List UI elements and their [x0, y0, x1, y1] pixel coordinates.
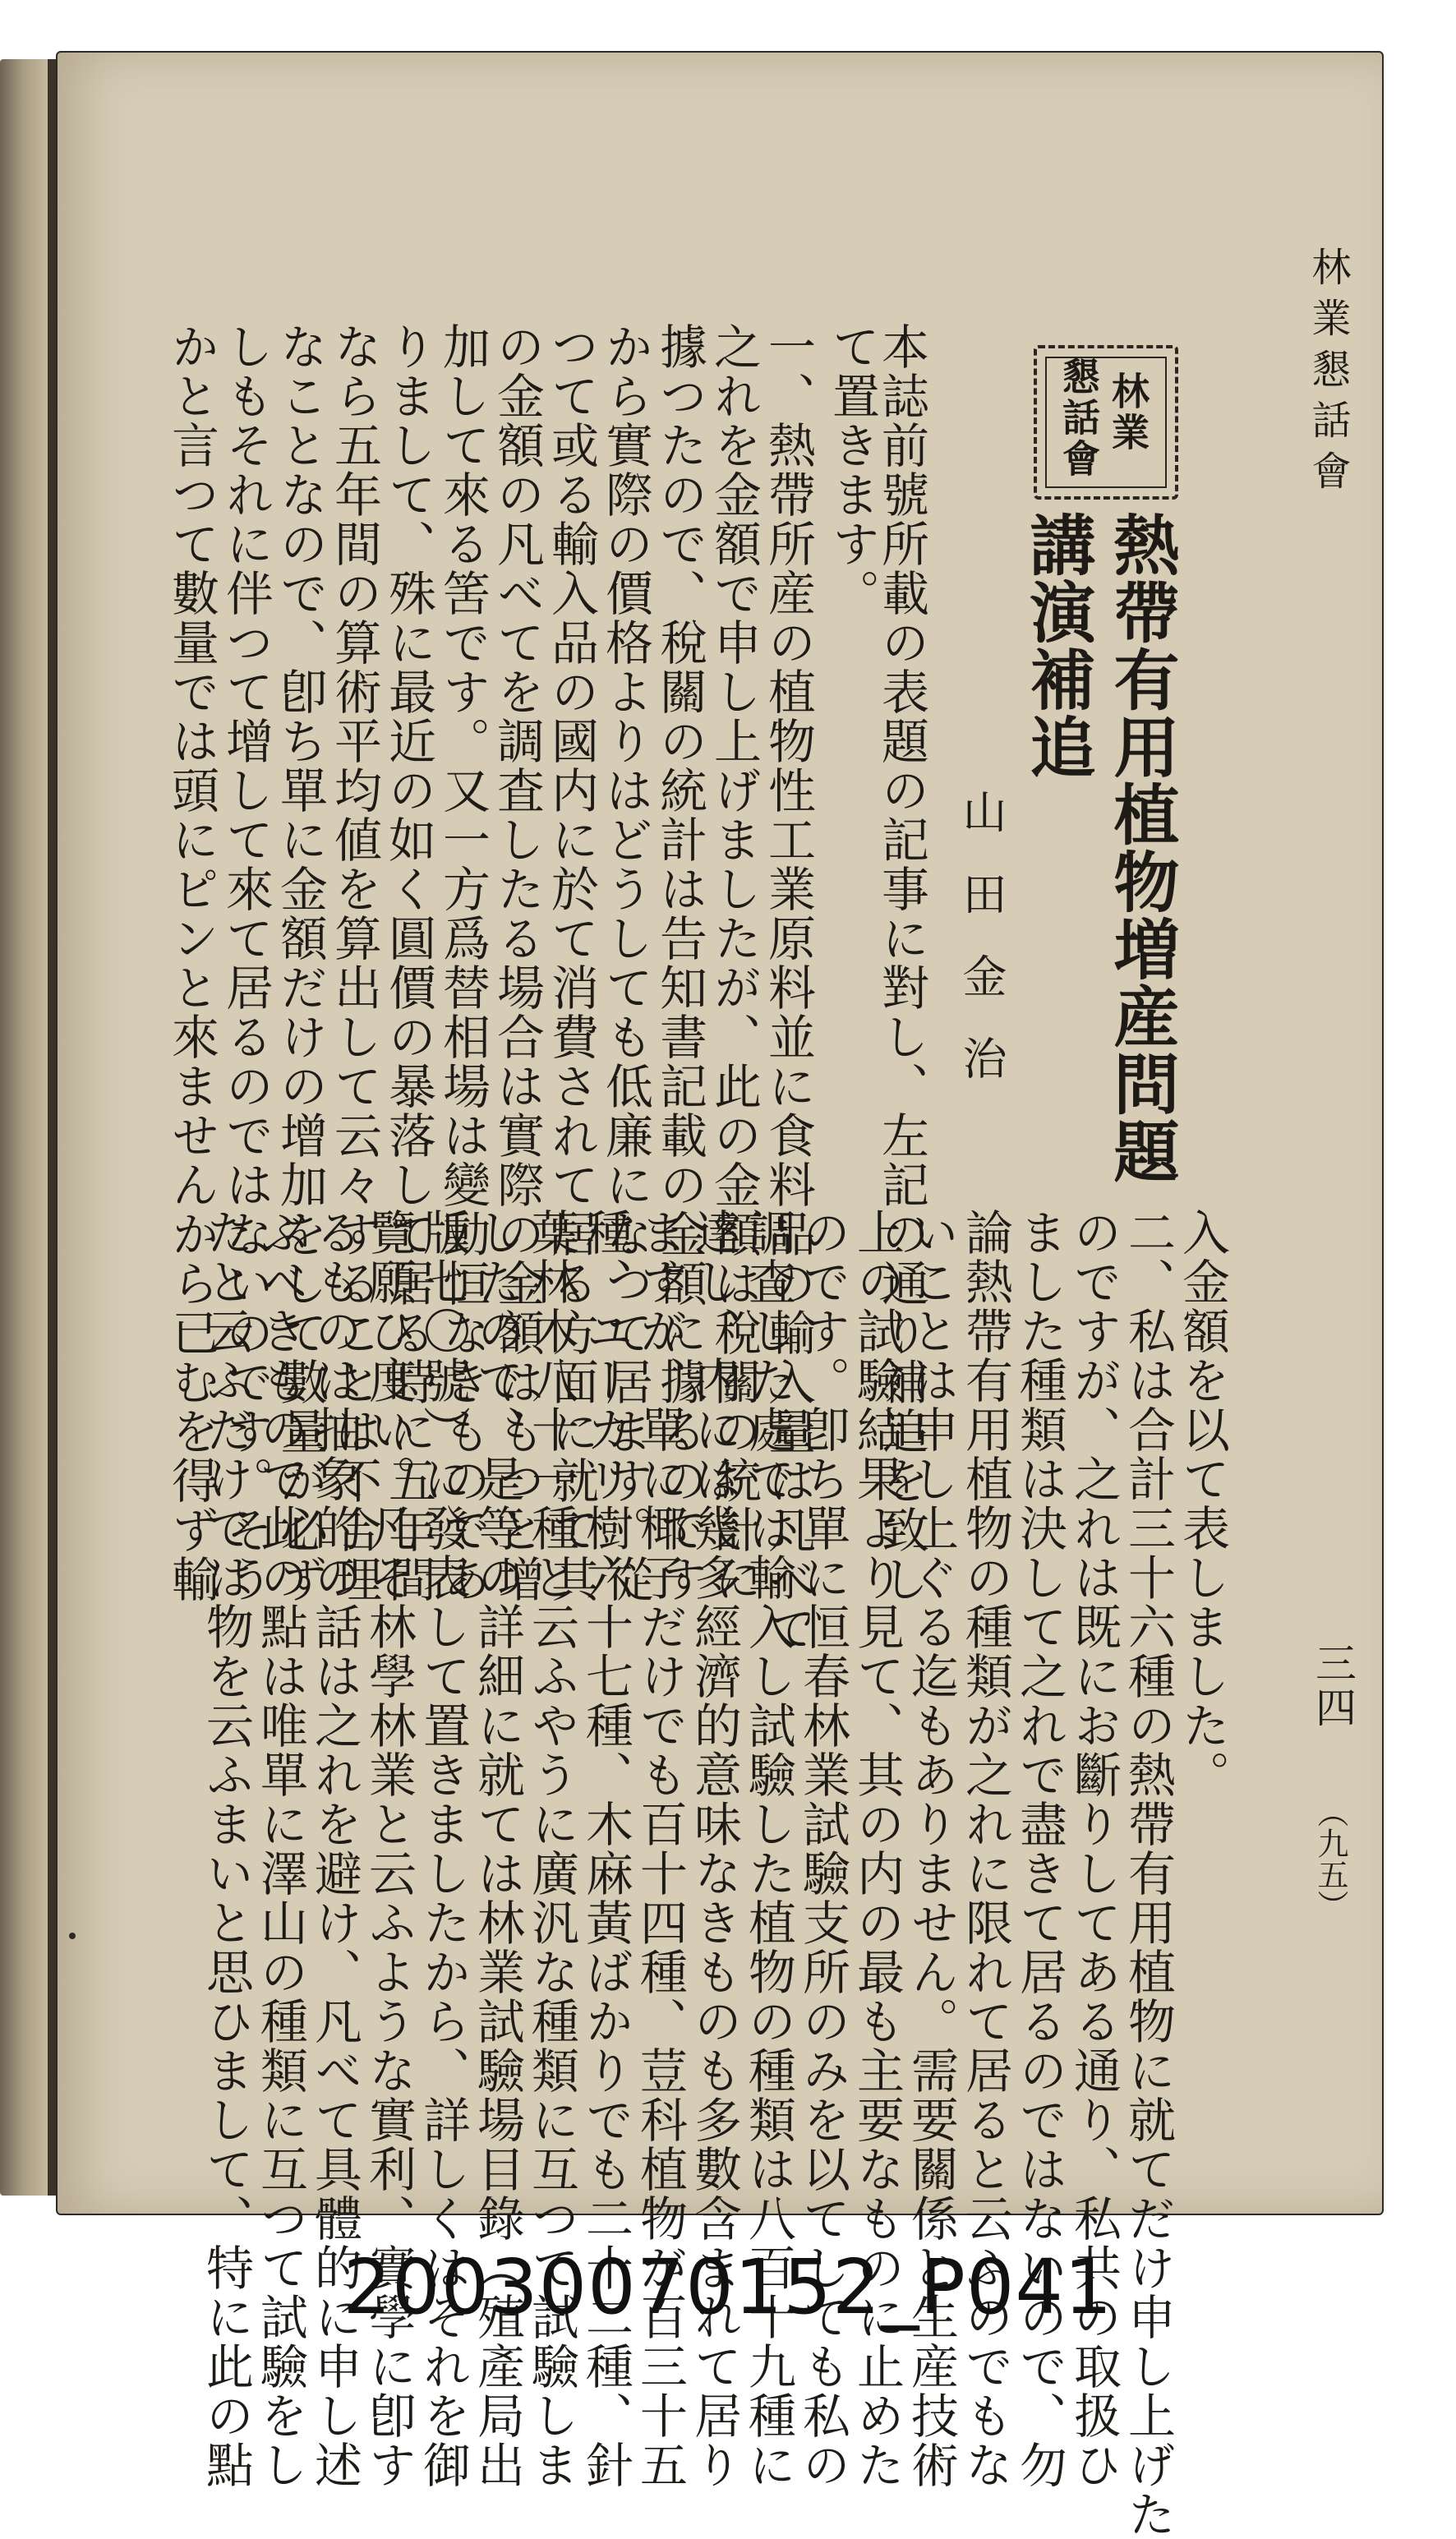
lower-line-18: ぶべきもので此の點は唯單に澤山の種類に互つて試驗をし [252, 1208, 308, 2490]
lower-line-15: 版七〇號）に發表して置きましたから、詳しくはそれを御 [415, 1208, 471, 2490]
page-number-original: （九五） [1312, 1796, 1348, 1921]
lower-line-12: 種、ユーカリ樹六十七種、木麻黃ばかりでも二十二種、針 [578, 1208, 634, 2490]
upper-line-3: 一、熱帶所産の植物性工業原料並に食料品の輸入量は凡べて [760, 322, 816, 1653]
upper-line-5: 據つたので、稅關の統計は告知書記載の金額に據るのです [652, 322, 707, 1604]
upper-line-8: の金額の凡べてを調査したる場合は實際の金額はもつと增 [489, 322, 545, 1604]
lower-line-2: 二、私は合計三十六種の熱帶有用植物に就てだけ申し上げた [1120, 1208, 1176, 2539]
upper-line-2: て置きます。 [824, 322, 880, 618]
upper-line-13: しもそれに伴つて增して來て居るのではないのです。そう [218, 322, 274, 1604]
lower-line-10: 達し、内には幾多經濟的意味なきものも多數含まれて居り [686, 1208, 742, 2490]
author-name: 山田金治 [956, 789, 1007, 1117]
book-spine-shadow [48, 59, 56, 2196]
upper-line-12: なことなので、卽ち單に金額だけの增加をして數量が必ず [272, 322, 328, 1604]
lower-line-3: のですが、之れは既にお斷りしてある通り、私共の取扱ひ [1066, 1208, 1122, 2490]
lower-line-6: いことは申し上ぐる迄もありません。需要關係と生産技術 [903, 1208, 959, 2490]
upper-line-9: 加して來る筈です。又一方爲替相場は變動恒なきものであ [435, 322, 491, 1604]
scan-caption: 20030070152_P041 [343, 2243, 1113, 2331]
column-stamp [1034, 345, 1178, 500]
upper-line-4: 之れを金額で申し上げましたが、此の金額は稅關の統計に [706, 322, 762, 1604]
article-title: 熱帶有用植物増産問題 [1103, 511, 1180, 1185]
upper-line-14: かと言つて數量では頭にピンと來ませんから已むを得ず輸 [164, 322, 219, 1604]
upper-line-6: から實際の價格よりはどうしても低廉になつて居ます。從 [597, 322, 653, 1604]
lower-line-9: 調査した處では輸入し試驗した植物の種類は八百十九種に [740, 1208, 796, 2490]
lower-line-8: のです。卽ち單に恒春林業試驗支所のみを以てしても私の [795, 1208, 850, 2490]
running-header: 林業懇話會 [1305, 247, 1351, 501]
lower-line-11: ますが、單に椰子だけでも百十四種、荳科植物が百三十五 [632, 1208, 688, 2490]
lower-line-14: したので、是等の詳細に就ては林業試驗場目錄（殖產局出 [469, 1208, 525, 2490]
upper-line-10: りまして、殊に最近の如く圓價の暴落して居る時に五年間 [380, 322, 436, 1604]
upper-line-1: 本誌前號所載の表題の記事に對し、左記の通り補追を致し [873, 322, 929, 1604]
article-subtitle: 講演補追 [1019, 511, 1096, 781]
lower-line-19: たと云ふだけでは物を云ふまいと思ひまして、特に此の點 [198, 1208, 254, 2490]
stamp-line-2: 懇話會 [1057, 357, 1101, 480]
lower-line-16: 覽願ひ度い。凡そ林學林業と云ふような實利、實學に卽す [361, 1208, 417, 2490]
page-number: 三四 [1309, 1642, 1357, 1730]
previous-page-edge [0, 59, 51, 2196]
lower-line-17: るものは抽象的の話は之れを避け、凡べて具體的に申し述 [306, 1208, 362, 2490]
upper-line-11: なら五年間の算術平均値を算出して云々することは不合理 [326, 322, 382, 1604]
lower-line-13: 葉林木八十一種と云ふやうに廣汎な種類に互つて試驗しま [523, 1208, 579, 2490]
lower-line-5: 論熱帶有用植物の種類が之れに限れて居ると云ふのでもな [957, 1208, 1013, 2490]
lower-line-1: 入金額を以て表しました。 [1174, 1208, 1230, 1799]
lower-line-7: 上の試驗結果より見て、其の内の最も主要なものに止めた [849, 1208, 905, 2490]
stamp-line-1: 林業 [1106, 371, 1150, 454]
ink-speck [69, 1933, 76, 1939]
upper-line-7: つて或る輸入品の國内に於て消費されて居る方面に就て其 [543, 322, 599, 1604]
lower-line-4: ました種類は決して之れで盡きて居るのではないので、勿 [1011, 1208, 1067, 2490]
